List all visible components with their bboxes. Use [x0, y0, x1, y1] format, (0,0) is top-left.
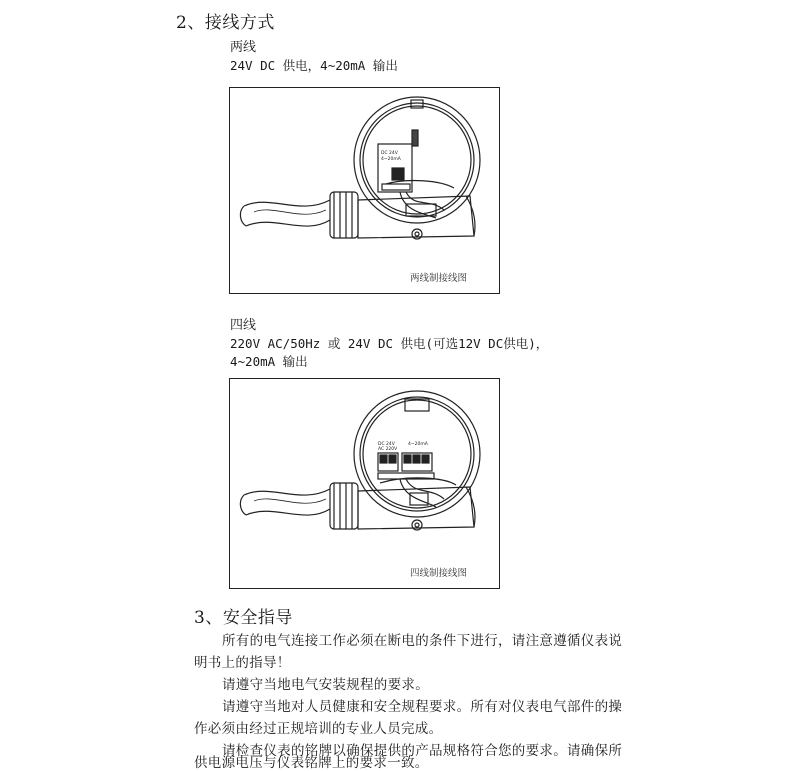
two-wire-heading: 两线 — [230, 40, 257, 55]
four-wire-spec-line-2: 4~20mA 输出 — [230, 354, 308, 369]
safety-paragraph-1-line-2: 明书上的指导！ — [194, 655, 291, 671]
four-wire-drawing — [230, 379, 501, 590]
section-3-title: 3、安全指导 — [194, 608, 293, 628]
safety-paragraph-1-line-1: 所有的电气连接工作必须在断电的条件下进行，请注意遵循仪表说 — [222, 633, 623, 649]
safety-paragraph-4-line-2: 供电源电压与仪表铭牌上的要求一致。 — [194, 755, 429, 771]
safety-paragraph-4-line-1: 请检查仪表的铭牌以确保提供的产品规格符合您的要求。请确保所 — [222, 743, 623, 759]
safety-paragraph-3-line-2: 作必须由经过正规培训的专业人员完成。 — [194, 721, 443, 737]
four-wire-power-label-1: DC 24V — [378, 442, 395, 447]
four-wire-spec-line-1: 220V AC/50Hz 或 24V DC 供电(可选12V DC供电)， — [230, 336, 549, 351]
two-wire-terminal-label-2: 4~20mA — [381, 157, 401, 162]
safety-paragraph-2: 请遵守当地电气安装规程的要求。 — [222, 677, 429, 693]
four-wire-diagram — [229, 378, 500, 589]
safety-paragraph-3-line-1: 请遵守当地对人员健康和安全规程要求。所有对仪表电气部件的操 — [222, 699, 623, 715]
four-wire-output-label: 4~20mA — [408, 442, 428, 447]
two-wire-diagram — [229, 87, 500, 294]
four-wire-heading: 四线 — [230, 318, 257, 333]
two-wire-spec: 24V DC 供电，4~20mA 输出 — [230, 58, 398, 73]
four-wire-power-label-2: AC 220V — [378, 447, 398, 452]
section-2-title: 2、接线方式 — [176, 13, 275, 33]
four-wire-caption: 四线制接线图 — [409, 568, 467, 579]
two-wire-terminal-label-1: DC 24V — [381, 151, 398, 156]
two-wire-caption: 两线制接线图 — [409, 273, 467, 284]
two-wire-drawing — [230, 88, 501, 295]
